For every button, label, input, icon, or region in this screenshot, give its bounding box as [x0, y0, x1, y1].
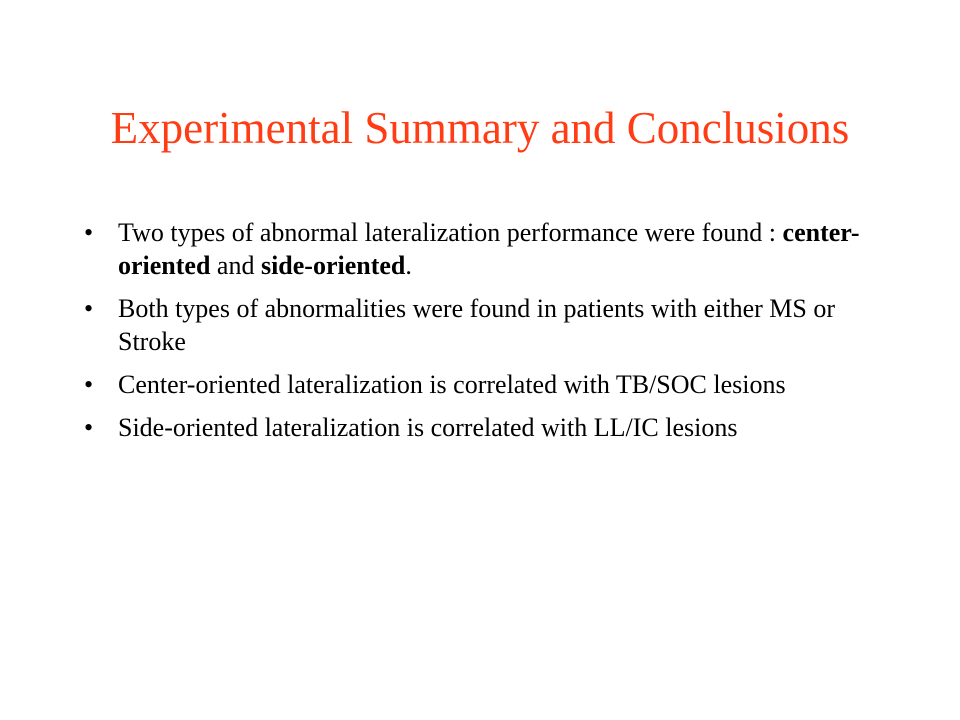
bullet-text-segment: Center-oriented lateralization is correlated with TB/SOC lesions	[118, 370, 786, 399]
bullet-text-segment: .	[405, 251, 412, 280]
bullet-text-segment: Two types of abnormal lateralization performance were found :	[118, 218, 783, 247]
bullet-item	[84, 411, 884, 444]
bullet-text-segment: Side-oriented lateralization is correlated with LL/IC lesions	[118, 413, 738, 442]
bullet-icon: •	[84, 294, 94, 323]
bullet-item	[84, 368, 884, 401]
bullet-icon: •	[84, 370, 94, 399]
bullet-list	[84, 216, 884, 454]
bullet-text-segment: and	[210, 251, 261, 280]
bullet-text-bold: center-oriented	[118, 218, 860, 280]
bullet-item	[84, 216, 884, 282]
slide-title: Experimental Summary and Conclusions	[110, 103, 850, 153]
bullet-item	[84, 292, 884, 358]
bullet-text-bold: side-oriented	[260, 251, 406, 280]
bullet-icon: •	[84, 413, 94, 442]
bullet-text-segment: Both types of abnormalities were found in patients with either MS or Stroke	[118, 294, 836, 356]
bullet-icon: •	[84, 218, 94, 247]
